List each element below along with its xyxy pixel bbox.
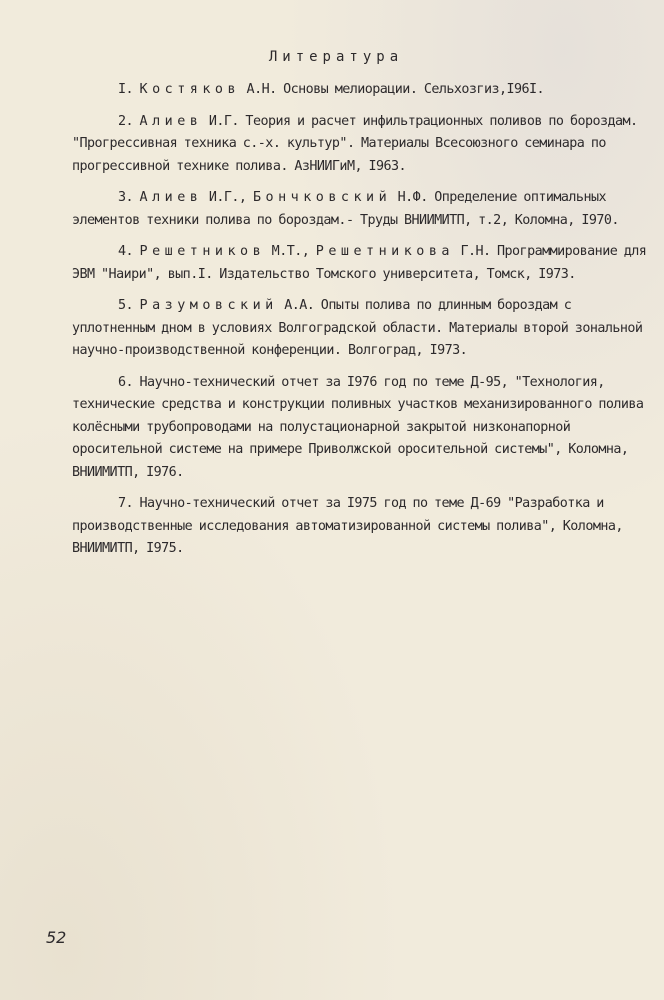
- reference-number: 7.: [118, 496, 134, 511]
- reference-item-3: [72, 187, 654, 232]
- reference-text: А.Н. Основы мелиорации. Сельхозгиз,I96I.: [240, 82, 545, 97]
- reference-item-1: [72, 79, 654, 102]
- reference-item-2: [72, 111, 654, 179]
- reference-list: [72, 79, 654, 561]
- page-number: 52: [46, 928, 67, 947]
- reference-number: 3.: [118, 190, 134, 205]
- reference-item-5: [72, 295, 654, 363]
- reference-text: А.А. Опыты полива по длинным бороздам с уплотненным дном в условиях Волгоградской области. Материалы второй зональной научно-производственной конференции. Волгоград, I973.: [72, 298, 643, 358]
- page-title: Литература: [268, 49, 404, 65]
- reference-text: Научно-технический отчет за I975 год по теме Д-69 "Разработка и производственные исследования автоматизированной системы полива", Коломна, ВНИИМИТП, I975.: [72, 496, 623, 556]
- reference-author: Алиев: [139, 190, 203, 205]
- reference-number: I.: [118, 82, 134, 97]
- reference-author: Алиев: [139, 113, 203, 129]
- reference-author: Разумовский: [139, 298, 278, 313]
- reference-text-continued: Г.Н. Программирование для ЭВМ "Наири", вып.I. Издательство Томского университета, Томск, I973.: [72, 244, 647, 282]
- reference-text: Научно-технический отчет за I976 год по теме Д-95, "Технология, технические средства и конструкции поливных участков механизированного полива колёсными трубопроводами на полустационарной закрытой низконапорной оросительной системе на примере Приволжской оросительной системы", Коломна, ВНИИМИТП, I976.: [72, 374, 644, 480]
- reference-item-4: [72, 241, 654, 286]
- reference-text: И.Г. Теория и расчет инфильтрационных поливов по бороздам. "Прогрессивная техника с.-х. культур". Материалы Всесоюзного семинара по прогрессивной технике полива. АзНИИГиМ, I963.: [72, 113, 638, 174]
- reference-coauthor: Решетникова: [315, 244, 454, 259]
- reference-text-continued: Н.Ф. Определение оптимальных элементов техники полива по бороздам.- Труды ВНИИМИТП, т.2, Коломна, I970.: [72, 190, 619, 228]
- reference-item-6: [72, 372, 654, 485]
- reference-number: 4.: [118, 244, 134, 259]
- reference-author: Костяков: [139, 82, 241, 97]
- reference-number: 2.: [118, 113, 134, 129]
- reference-text: М.Т.,: [265, 244, 316, 259]
- reference-number: 5.: [118, 298, 134, 313]
- reference-item-7: [72, 493, 654, 561]
- reference-number: 6.: [118, 374, 134, 390]
- reference-author: Решетников: [139, 244, 266, 259]
- reference-coauthor: Бончковский: [252, 190, 392, 205]
- reference-text: И.Г.,: [202, 190, 253, 205]
